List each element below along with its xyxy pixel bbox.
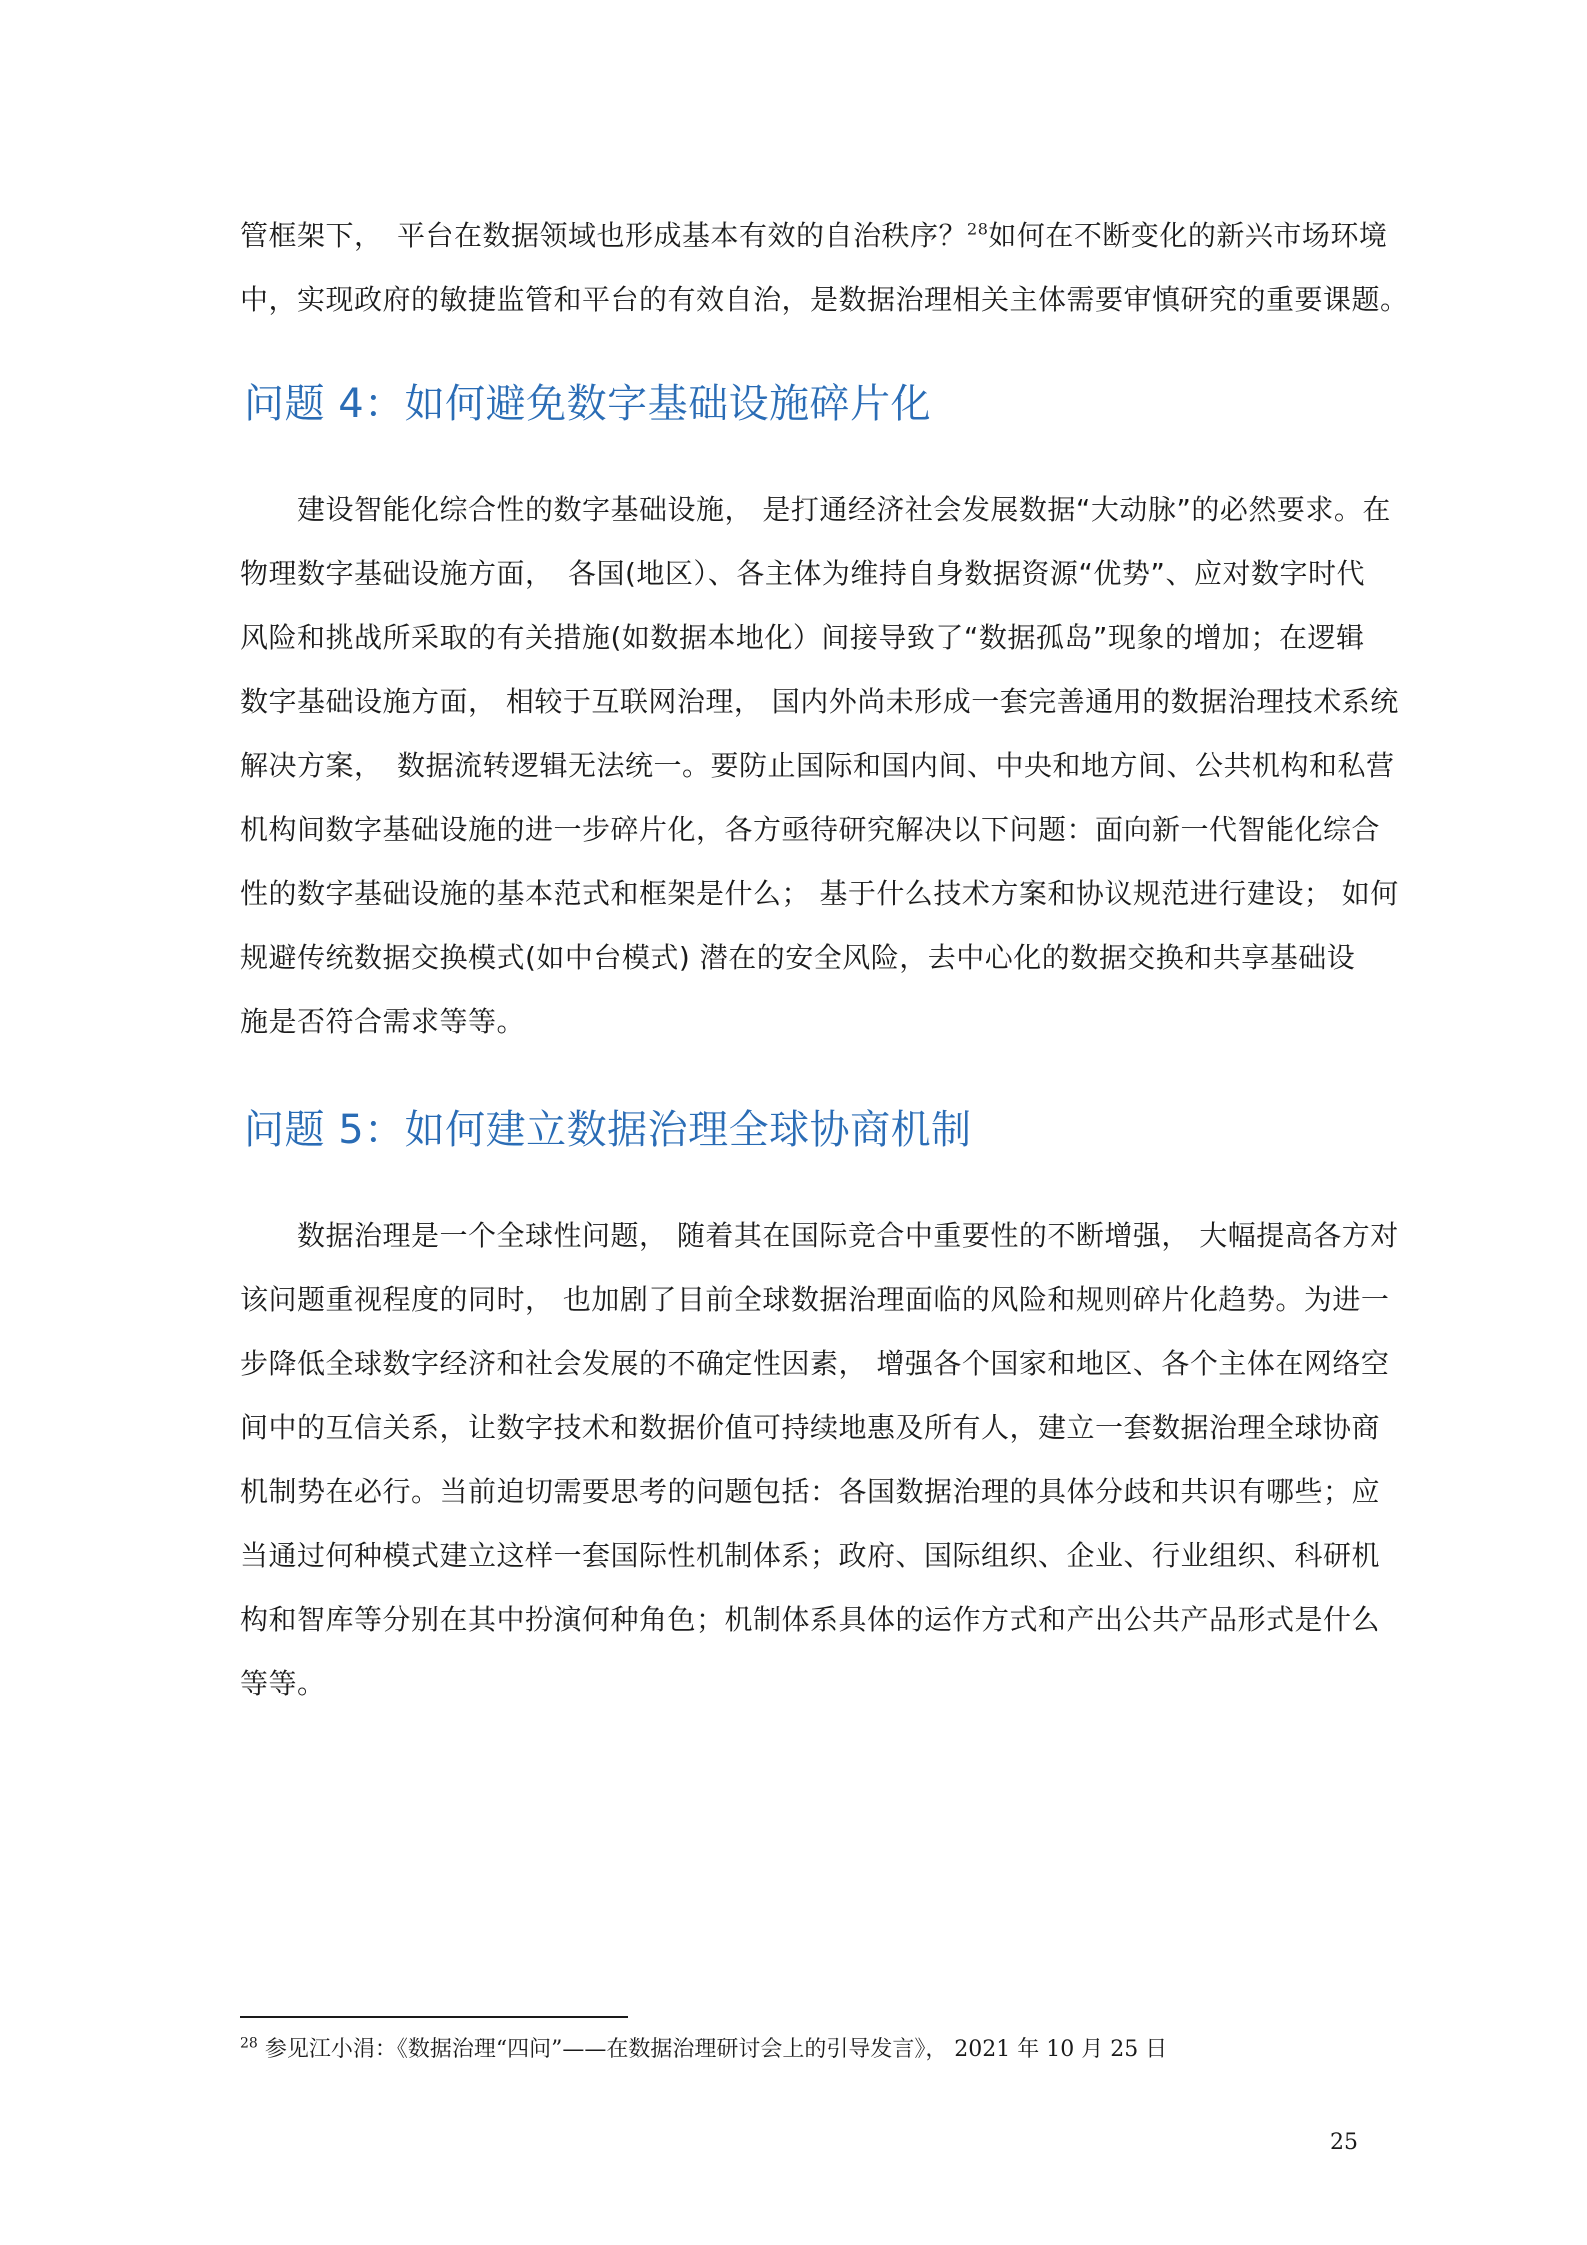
intro-line-1 [240,204,1388,268]
section-4-line-2: 物理数字基础设施方面， 各国(地区）、各主体为维持自身数据资源“优势”、应对数字时代 [240,557,1365,590]
section-5-line-3: 步降低全球数字经济和社会发展的不确定性因素， 增强各个国家和地区、各个主体在网络空 [240,1347,1390,1380]
section-4-line-3: 风险和挑战所采取的有关措施(如数据本地化）间接导致了“数据孤岛”现象的增加；在逻辑 [240,621,1365,654]
section-5-line-2: 该问题重视程度的同时， 也加剧了目前全球数据治理面临的风险和规则碎片化趋势。为进一 [240,1283,1390,1316]
section-5-line-5: 机制势在必行。当前迫切需要思考的问题包括：各国数据治理的具体分歧和共识有哪些；应 [240,1475,1381,1508]
section-5-line-1: 数据治理是一个全球性问题， 随着其在国际竞合中重要性的不断增强， 大幅提高各方对 [240,1219,1399,1252]
section-4-line-1: 建设智能化综合性的数字基础设施， 是打通经济社会发展数据“大动脉”的必然要求。在 [240,493,1391,526]
section-4-line-9: 施是否符合需求等等。 [240,1005,526,1038]
section-5-line-4: 间中的互信关系，让数字技术和数据价值可持续地惠及所有人，建立一套数据治理全球协商 [240,1411,1381,1444]
section-5-heading: 问题 5：如何建立数据治理全球协商机制 [244,1107,972,1153]
footnote-ref-28[interactable]: 28 [967,219,989,239]
footnote-28 [240,2032,1167,2063]
section-4-heading: 问题 4：如何避免数字基础设施碎片化 [244,381,932,427]
intro-paragraph [240,204,1409,332]
intro-line-1-text: 管框架下， 平台在数据领域也形成基本有效的自治秩序？ [240,219,968,252]
section-4-line-8: 规避传统数据交换模式(如中台模式) 潜在的安全风险，去中心化的数据交换和共享基础设 [240,941,1356,974]
section-4-body [240,478,1399,1054]
section-4-line-6: 机构间数字基础设施的进一步碎片化，各方亟待研究解决以下问题：面向新一代智能化综合 [240,813,1381,846]
page-number: 25 [1330,2130,1358,2155]
section-4-line-4: 数字基础设施方面， 相较于互联网治理， 国内外尚未形成一套完善通用的数据治理技术系统 [240,685,1399,718]
intro-line-2: 中，实现政府的敏捷监管和平台的有效自治，是数据治理相关主体需要审慎研究的重要课题。 [240,283,1409,316]
section-5-line-8: 等等。 [240,1667,326,1700]
intro-line-1-cont: 如何在不断变化的新兴市场环境 [988,219,1388,252]
section-4-line-5: 解决方案， 数据流转逻辑无法统一。要防止国际和国内间、中央和地方间、公共机构和私营 [240,749,1395,782]
footnote-number: 28 [240,2035,258,2052]
section-5-body [240,1204,1399,1716]
section-5-line-7: 构和智库等分别在其中扮演何种角色；机制体系具体的运作方式和产出公共产品形式是什么 [240,1603,1381,1636]
section-4-line-7: 性的数字基础设施的基本范式和框架是什么； 基于什么技术方案和协议规范进行建设； 如何 [240,877,1399,910]
section-5-line-6: 当通过何种模式建立这样一套国际性机制体系；政府、国际组织、企业、行业组织、科研机 [240,1539,1381,1572]
footnote-divider [240,2016,628,2018]
footnote-text: 参见江小涓：《数据治理“四问”——在数据治理研讨会上的引导发言》， 2021 年 10 月 25 日 [257,2037,1168,2062]
